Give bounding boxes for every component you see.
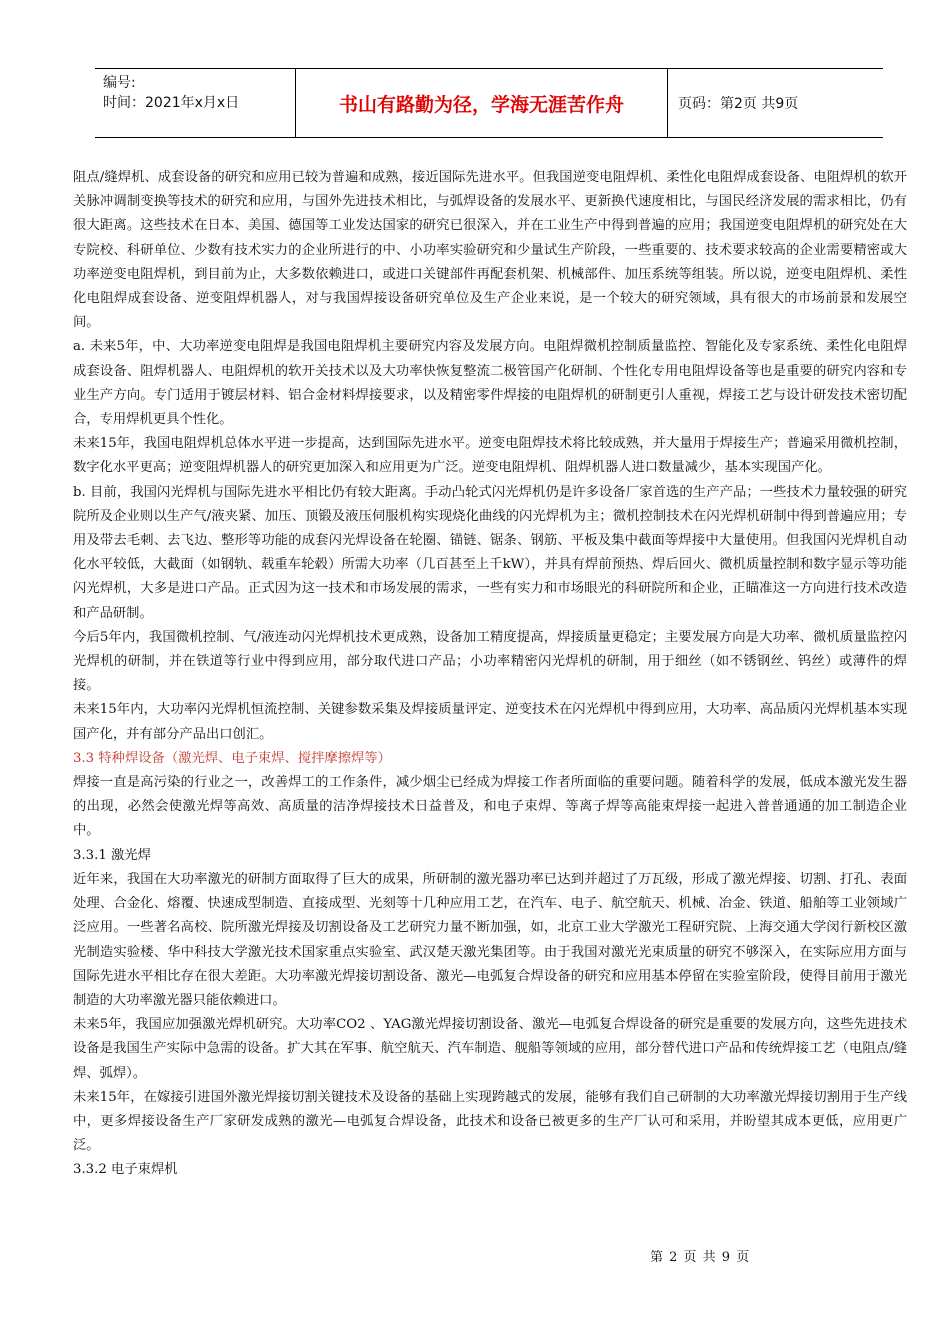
paragraph: 阻点/缝焊机、成套设备的研究和应用已较为普遍和成熟，接近国际先进水平。但我国逆变电阻焊机、柔性化电阻焊成套设备、电阻焊机的软开关脉冲调制变换等技术的研究和应用，与国外先进技术相比，与弧焊设备的发展水平、更新换代速度相比，与国民经济发展的需求相比，仍有很大距离。这些技术在日本、美国、德国等工业发达国家的研究已很深入，并在工业生产中得到普遍的应用；我国逆变电阻焊机的研究处在大专院校、科研单位、少数有技术实力的企业所进行的中、小功率实验研究和少量试生产阶段，一些重要的、技术要求较高的企业需要精密或大功率逆变电阻焊机，到目前为止，大多数依赖进口，或进口关键部件再配套机架、机械部件、加压系统等组装。所以说，逆变电阻焊机、柔性化电阻焊成套设备、逆变阻焊机器人，对与我国焊接设备研究单位及生产企业来说，是一个较大的研究领域，具有很大的市场前景和发展空间。 <box>73 170 907 331</box>
paragraph: 焊接一直是高污染的行业之一，改善焊工的工作条件，减少烟尘已经成为焊接工作者所面临的重要问题。随着科学的发展，低成本激光发生器的出现，必然会使激光焊等高效、高质量的洁净焊接技术日益普及，和电子束焊、等离子焊等高能束焊接一起进入普普通通的加工制造企业中。 <box>73 775 907 839</box>
paragraph: 未来5年，我国应加强激光焊机研究。大功率CO2 、YAG激光焊接切割设备、激光—电弧复合焊设备的研究是重要的发展方向，这些先进技术设备是我国生产实际中急需的设备。扩大其在军事、航空航天、汽车制造、舰船等领域的应用，部分替代进口产品和传统焊接工艺（电阻点/缝焊、弧焊）。 <box>73 1017 907 1081</box>
page-number-label: 页码：第2页 共9页 <box>678 96 799 112</box>
page-footer: 第 2 页 共 9 页 <box>650 1250 751 1265</box>
section-heading-3-3-2: 3.3.2 电子束焊机 <box>73 1162 178 1178</box>
paragraph: 未来15年，在嫁接引进国外激光焊接切割关键技术及设备的基础上实现跨越式的发展，能够有我们自己研制的大功率激光焊接切割用于生产线中，更多焊接设备生产厂家研发成熟的激光—电弧复合焊设备，此技术和设备已被更多的生产厂认可和采用，并盼望其成本更低，应用更广泛。 <box>73 1089 907 1154</box>
paragraph: b. 目前，我国闪光焊机与国际先进水平相比仍有较大距离。手动凸轮式闪光焊机仍是许多设备厂家首选的生产产品；一些技术力量较强的研究院所及企业则以生产气/液夹紧、加压、顶锻及液压伺服机构实现烧化曲线的闪光焊机为主；微机控制技术在闪光焊机研制中得到普遍应用；专用及带去毛刺、去飞边、整形等功能的成套闪光焊设备在轮圈、锚链、锯条、钢筋、平板及集中截面等焊接中大量使用。但我国闪光焊机自动化水平较低，大截面（如钢轨、载重车轮毂）所需大功率（几百甚至上千kW），并具有焊前预热、焊后回火、微机质量控制和数字显示等功能闪光焊机，大多是进口产品。正式因为这一技术和市场发展的需求，一些有实力和市场眼光的科研院所和企业，正瞄准这一方向进行技术改造和产品研制。 <box>73 484 907 621</box>
time-label: 时间：2021年x月x日 <box>103 95 240 111</box>
paragraph: 近年来，我国在大功率激光的研制方面取得了巨大的成果，所研制的激光器功率已达到并超过了万瓦级，形成了激光焊接、切割、打孔、表面处理、合金化、熔覆、快速成型制造、直接成型、光刻等十几种应用工艺，在汽车、电子、航空航天、机械、冶金、铁道、船舶等工业领域广泛应用。一些著名高校、院所激光焊接及切割设备及工艺研究力量不断加强，如，北京工业大学激光工程研究院、上海交通大学闵行新校区激光制造实验楼、华中科技大学激光技术国家重点实验室、武汉楚天激光集团等。由于我国对激光光束质量的研究不够深入，在实际应用方面与国际先进水平相比存在很大差距。大功率激光焊接切割设备、激光—电弧复合焊设备的研究和应用基本停留在实验室阶段，使得目前用于激光制造的大功率激光器只能依赖进口。 <box>73 871 907 1008</box>
section-heading-3-3: 3.3 特种焊设备（激光焊、电子束焊、搅拌摩擦焊等） <box>73 750 391 766</box>
section-heading-3-3-1: 3.3.1 激光焊 <box>73 847 151 863</box>
paragraph: a. 未来5年，中、大功率逆变电阻焊是我国电阻焊机主要研究内容及发展方向。电阻焊微机控制质量监控、智能化及专家系统、柔性化电阻焊成套设备、阻焊机器人、电阻焊机的软开关技术以及大功率快恢复整流二极管国产化研制、个性化专用电阻焊设备等也是重要的研究内容和专业生产方向。专门适用于镀层材料、铝合金材料焊接要求，以及精密零件焊接的电阻焊机的研制更引人重视，焊接工艺与设计研发技术密切配合，专用焊机更具个性化。 <box>73 339 907 428</box>
motto: 书山有路勤为径，学海无涯苦作舟 <box>295 69 668 137</box>
page-header <box>95 68 883 138</box>
paragraph: 今后5年内，我国微机控制、气/液连动闪光焊机技术更成熟，设备加工精度提高，焊接质量更稳定；主要发展方向是大功率、微机质量监控闪光焊机的研制，并在铁道等行业中得到应用，部分取代进口产品；小功率精密闪光焊机的研制，用于细丝（如不锈钢丝、钨丝）或薄件的焊接。 <box>73 629 907 694</box>
paragraph: 未来15年，我国电阻焊机总体水平进一步提高，达到国际先进水平。逆变电阻焊技术将比较成熟，并大量用于焊接生产；普遍采用微机控制，数字化水平更高；逆变阻焊机器人的研究更加深入和应用更为广泛。逆变电阻焊机、阻焊机器人进口数量减少，基本实现国产化。 <box>73 436 907 476</box>
document-body <box>73 166 907 1183</box>
paragraph: 未来15年内，大功率闪光焊机恒流控制、关键参数采集及焊接质量评定、逆变技术在闪光焊机中得到应用，大功率、高品质闪光焊机基本实现国产化，并有部分产品出口创汇。 <box>73 702 907 742</box>
header-left-cell <box>95 69 295 137</box>
code-label: 编号: <box>103 75 136 91</box>
